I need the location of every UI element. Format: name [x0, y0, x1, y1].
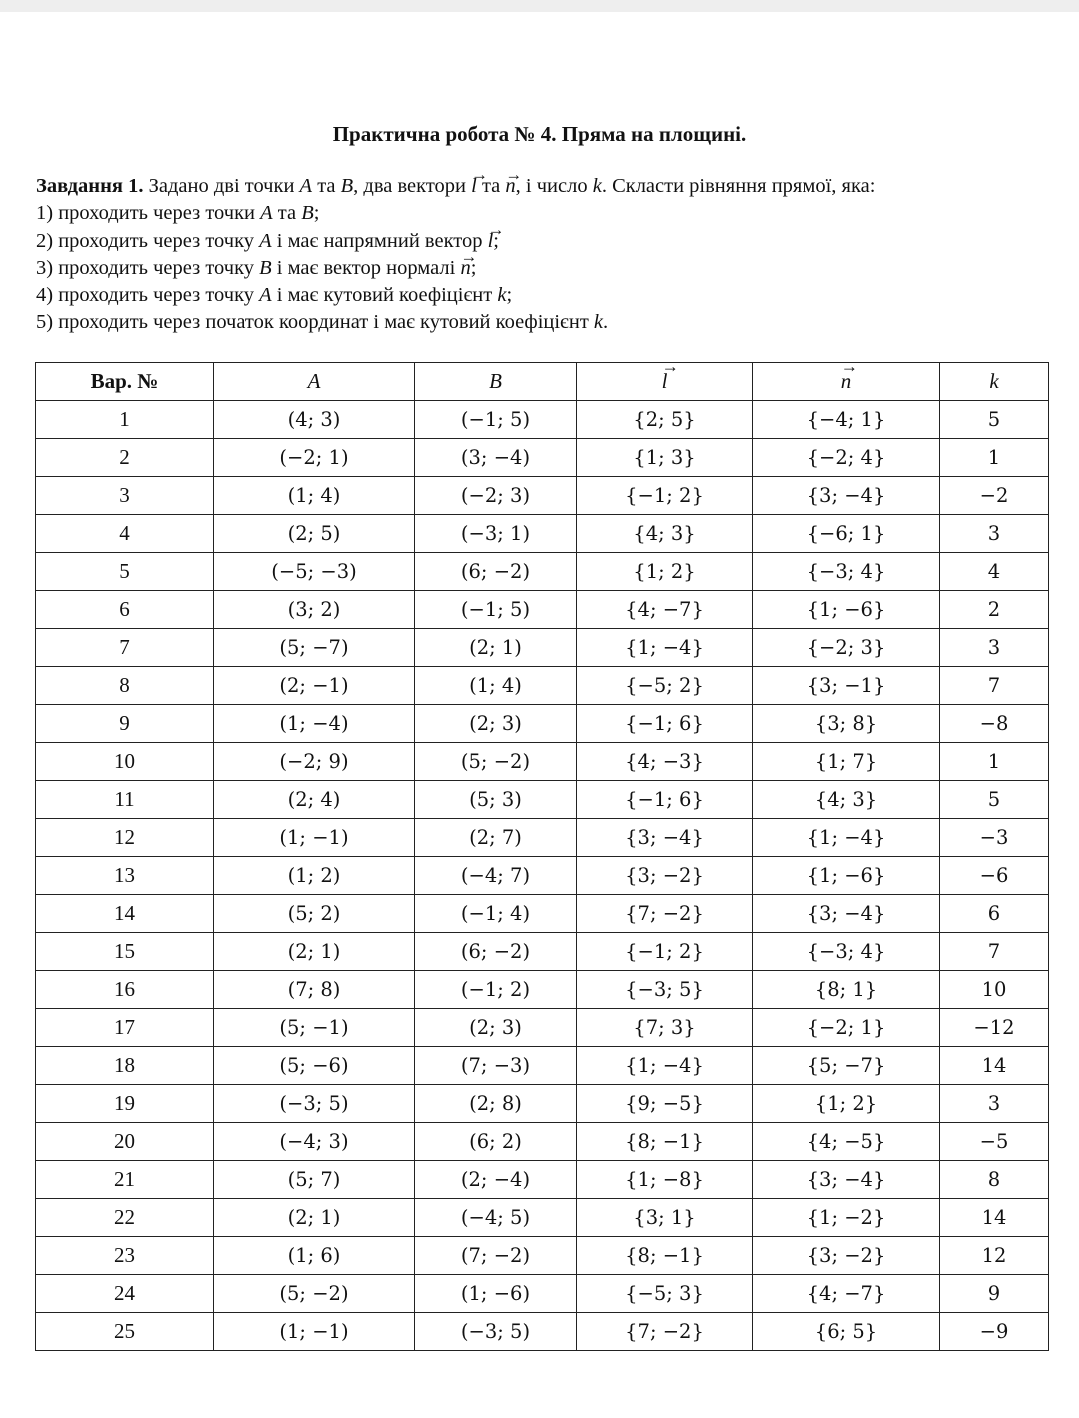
variant-cell: 17	[36, 1009, 214, 1047]
header-point-a: A	[214, 363, 415, 401]
variant-cell: 16	[36, 971, 214, 1009]
table-row	[36, 553, 1049, 591]
variant-cell: 14	[36, 895, 214, 933]
table-row	[36, 857, 1049, 895]
k-cell: 8	[940, 1161, 1049, 1199]
vector-l-cell: {4; −3}	[577, 743, 753, 781]
vector-n-symbol: → n	[505, 173, 515, 200]
vector-n-cell: {4; −5}	[753, 1123, 940, 1161]
vector-n-cell: {−3; 4}	[753, 933, 940, 971]
point-a-cell: (1; 6)	[214, 1237, 415, 1275]
k-cell: −3	[940, 819, 1049, 857]
point-a-symbol: A	[259, 229, 272, 252]
table-row	[36, 1123, 1049, 1161]
vector-l-cell: {7; 3}	[577, 1009, 753, 1047]
vector-n-cell: {3; −4}	[753, 895, 940, 933]
table-row	[36, 1237, 1049, 1275]
vector-n-cell: {6; 5}	[753, 1313, 940, 1351]
point-a-cell: (1; 2)	[214, 857, 415, 895]
top-bar	[0, 0, 1079, 12]
point-b-cell: (−4; 5)	[415, 1199, 577, 1237]
vector-l-cell: {1; 3}	[577, 439, 753, 477]
header-vector-n	[753, 363, 940, 401]
table-row	[36, 667, 1049, 705]
k-cell: 7	[940, 933, 1049, 971]
vector-l-cell: {1; −4}	[577, 629, 753, 667]
point-a-cell: (1; −1)	[214, 1313, 415, 1351]
point-b-cell: (2; −4)	[415, 1161, 577, 1199]
task-intro-mid2: , і число	[515, 175, 588, 197]
variant-cell: 10	[36, 743, 214, 781]
variant-cell: 6	[36, 591, 214, 629]
variant-cell: 25	[36, 1313, 214, 1351]
variant-cell: 12	[36, 819, 214, 857]
vector-l-cell: {−1; 6}	[577, 705, 753, 743]
point-a-cell: (5; −7)	[214, 629, 415, 667]
vector-n-cell: {8; 1}	[753, 971, 940, 1009]
vector-n-cell: {1; −2}	[753, 1199, 940, 1237]
table-row	[36, 781, 1049, 819]
table-row	[36, 1275, 1049, 1313]
table-row	[36, 477, 1049, 515]
point-a-cell: (−3; 5)	[214, 1085, 415, 1123]
table-row	[36, 895, 1049, 933]
k-cell: 5	[940, 781, 1049, 819]
task-item-5	[36, 309, 1046, 336]
vector-l-cell: {1; −4}	[577, 1047, 753, 1085]
k-cell: 10	[940, 971, 1049, 1009]
point-b-cell: (2; 7)	[415, 819, 577, 857]
point-b-cell: (1; 4)	[415, 667, 577, 705]
point-a-cell: (2; −1)	[214, 667, 415, 705]
point-a-cell: (1; −1)	[214, 819, 415, 857]
variant-cell: 22	[36, 1199, 214, 1237]
vector-l-cell: {2; 5}	[577, 401, 753, 439]
point-b-cell: (−4; 7)	[415, 857, 577, 895]
table-row	[36, 515, 1049, 553]
table-row	[36, 1047, 1049, 1085]
header-vector-l	[577, 363, 753, 401]
point-a-cell: (1; −4)	[214, 705, 415, 743]
variant-cell: 13	[36, 857, 214, 895]
point-b-cell: (2; 1)	[415, 629, 577, 667]
table-row	[36, 1161, 1049, 1199]
point-a-cell: (−5; −3)	[214, 553, 415, 591]
variant-cell: 19	[36, 1085, 214, 1123]
vector-l-cell: {−5; 2}	[577, 667, 753, 705]
vector-n-cell: {−2; 4}	[753, 439, 940, 477]
variant-cell: 23	[36, 1237, 214, 1275]
point-b-cell: (6; −2)	[415, 933, 577, 971]
task-intro-end: . Скласти рівняння прямої, яка:	[601, 175, 876, 197]
point-b-cell: (2; 3)	[415, 705, 577, 743]
vector-l-cell: {1; −8}	[577, 1161, 753, 1199]
variant-cell: 11	[36, 781, 214, 819]
vector-n-symbol: → n	[460, 255, 470, 282]
variant-cell: 9	[36, 705, 214, 743]
k-cell: 12	[940, 1237, 1049, 1275]
point-b-cell: (−2; 3)	[415, 477, 577, 515]
variants-table	[35, 362, 1049, 1351]
vector-n-cell: {−3; 4}	[753, 553, 940, 591]
number-k-symbol: k	[593, 311, 604, 334]
k-cell: −2	[940, 477, 1049, 515]
k-cell: −6	[940, 857, 1049, 895]
vector-n-cell: {1; 2}	[753, 1085, 940, 1123]
point-a-cell: (7; 8)	[214, 971, 415, 1009]
vector-l-cell: {−1; 6}	[577, 781, 753, 819]
task-intro-mid: , два вектори	[353, 175, 466, 197]
point-a-cell: (2; 1)	[214, 933, 415, 971]
item-text: і має вектор нормалі	[276, 256, 456, 279]
vector-l-cell: {−5; 3}	[577, 1275, 753, 1313]
vector-l-cell: {4; −7}	[577, 591, 753, 629]
point-b-cell: (7; −3)	[415, 1047, 577, 1085]
table-row	[36, 439, 1049, 477]
item-text: 3) проходить через точку	[36, 256, 254, 279]
k-cell: 14	[940, 1199, 1049, 1237]
k-cell: −5	[940, 1123, 1049, 1161]
conjunction: та	[481, 175, 501, 197]
k-cell: 7	[940, 667, 1049, 705]
vector-l-cell: {7; −2}	[577, 1313, 753, 1351]
variant-cell: 2	[36, 439, 214, 477]
item-punct: .	[603, 311, 609, 334]
vector-l-cell: {−1; 2}	[577, 477, 753, 515]
vector-n-cell: {1; −6}	[753, 591, 940, 629]
vector-n-cell: {3; −1}	[753, 667, 940, 705]
point-a-cell: (1; 4)	[214, 477, 415, 515]
point-a-cell: (−2; 9)	[214, 743, 415, 781]
point-a-cell: (−2; 1)	[214, 439, 415, 477]
point-b-symbol: B	[301, 202, 314, 225]
vector-l-symbol: → l	[662, 369, 668, 394]
vector-l-cell: {3; −2}	[577, 857, 753, 895]
variant-cell: 7	[36, 629, 214, 667]
table-body	[36, 401, 1049, 1351]
k-cell: 3	[940, 515, 1049, 553]
point-a-symbol: A	[260, 202, 273, 225]
vector-n-cell: {−2; 3}	[753, 629, 940, 667]
vector-l-cell: {7; −2}	[577, 895, 753, 933]
k-cell: 9	[940, 1275, 1049, 1313]
variant-cell: 20	[36, 1123, 214, 1161]
item-punct: ;	[470, 256, 477, 279]
vector-l-cell: {4; 3}	[577, 515, 753, 553]
point-a-cell: (5; −6)	[214, 1047, 415, 1085]
table-row	[36, 933, 1049, 971]
variant-cell: 5	[36, 553, 214, 591]
variant-cell: 18	[36, 1047, 214, 1085]
vector-n-cell: {1; 7}	[753, 743, 940, 781]
vector-l-cell: {8; −1}	[577, 1123, 753, 1161]
vector-n-symbol: → n	[841, 369, 852, 394]
vector-n-cell: {−6; 1}	[753, 515, 940, 553]
k-cell: 1	[940, 439, 1049, 477]
vector-n-cell: {3; −4}	[753, 477, 940, 515]
item-punct: ;	[313, 202, 320, 225]
point-b-cell: (1; −6)	[415, 1275, 577, 1313]
point-b-cell: (−1; 5)	[415, 401, 577, 439]
table-row	[36, 705, 1049, 743]
task-statement	[36, 173, 1046, 337]
vector-n-cell: {1; −6}	[753, 857, 940, 895]
point-a-cell: (5; 7)	[214, 1161, 415, 1199]
point-b-cell: (5; −2)	[415, 743, 577, 781]
vector-l-cell: {8; −1}	[577, 1237, 753, 1275]
task-intro	[36, 173, 1046, 200]
item-text: 2) проходить через точку	[36, 229, 254, 252]
point-b-cell: (2; 8)	[415, 1085, 577, 1123]
item-text: і має кутовий коефіцієнт	[276, 284, 493, 307]
vector-n-cell: {3; 8}	[753, 705, 940, 743]
point-b-cell: (7; −2)	[415, 1237, 577, 1275]
point-a-cell: (5; 2)	[214, 895, 415, 933]
k-cell: −9	[940, 1313, 1049, 1351]
point-b-cell: (3; −4)	[415, 439, 577, 477]
k-cell: 14	[940, 1047, 1049, 1085]
point-a-cell: (5; −2)	[214, 1275, 415, 1313]
task-item-3	[36, 255, 1046, 282]
header-variant-number: Вар. №	[36, 363, 214, 401]
variant-cell: 8	[36, 667, 214, 705]
task-item-2	[36, 228, 1046, 255]
point-b-cell: (−1; 2)	[415, 971, 577, 1009]
table-row	[36, 743, 1049, 781]
point-a-cell: (−4; 3)	[214, 1123, 415, 1161]
variant-cell: 21	[36, 1161, 214, 1199]
point-b-cell: (−3; 5)	[415, 1313, 577, 1351]
header-point-b: B	[415, 363, 577, 401]
task-item-4	[36, 282, 1046, 309]
k-cell: 2	[940, 591, 1049, 629]
vector-l-cell: {9; −5}	[577, 1085, 753, 1123]
number-k-symbol: k	[592, 175, 602, 197]
point-a-cell: (2; 1)	[214, 1199, 415, 1237]
table-row	[36, 1199, 1049, 1237]
variant-cell: 1	[36, 401, 214, 439]
item-punct: ;	[506, 284, 513, 307]
point-b-cell: (−1; 4)	[415, 895, 577, 933]
number-k-symbol: k	[497, 284, 507, 307]
k-cell: 3	[940, 629, 1049, 667]
vector-l-cell: {−1; 2}	[577, 933, 753, 971]
table-row	[36, 591, 1049, 629]
table-row	[36, 401, 1049, 439]
variant-cell: 15	[36, 933, 214, 971]
table-row	[36, 1313, 1049, 1351]
point-a-cell: (4; 3)	[214, 401, 415, 439]
vector-n-cell: {5; −7}	[753, 1047, 940, 1085]
point-a-symbol: A	[259, 284, 272, 307]
table-header-row	[36, 363, 1049, 401]
k-cell: 5	[940, 401, 1049, 439]
k-cell: −8	[940, 705, 1049, 743]
vector-l-cell: {3; −4}	[577, 819, 753, 857]
variant-cell: 24	[36, 1275, 214, 1313]
variant-cell: 3	[36, 477, 214, 515]
point-a-symbol: A	[299, 175, 313, 197]
point-b-cell: (6; −2)	[415, 553, 577, 591]
point-a-cell: (2; 4)	[214, 781, 415, 819]
point-b-cell: (6; 2)	[415, 1123, 577, 1161]
point-b-cell: (2; 3)	[415, 1009, 577, 1047]
item-text: та	[277, 202, 297, 225]
vector-l-symbol: → l	[471, 173, 477, 200]
k-cell: −12	[940, 1009, 1049, 1047]
point-b-symbol: B	[340, 175, 354, 197]
point-a-cell: (3; 2)	[214, 591, 415, 629]
task-item-1	[36, 200, 1046, 227]
point-a-cell: (5; −1)	[214, 1009, 415, 1047]
vector-l-symbol: → l	[488, 228, 494, 255]
vector-l-cell: {−3; 5}	[577, 971, 753, 1009]
table-row	[36, 1085, 1049, 1123]
item-text: 5) проходить через початок координат і має кутовий коефіцієнт	[36, 311, 589, 334]
vector-n-cell: {3; −2}	[753, 1237, 940, 1275]
item-text: і має напрямний вектор	[276, 229, 483, 252]
vector-n-cell: {1; −4}	[753, 819, 940, 857]
vector-n-cell: {−2; 1}	[753, 1009, 940, 1047]
vector-n-cell: {4; −7}	[753, 1275, 940, 1313]
task-intro-text: Задано дві точки	[148, 175, 295, 197]
vector-n-cell: {−4; 1}	[753, 401, 940, 439]
point-b-cell: (−3; 1)	[415, 515, 577, 553]
k-cell: 4	[940, 553, 1049, 591]
point-a-cell: (2; 5)	[214, 515, 415, 553]
point-b-symbol: B	[259, 256, 272, 279]
conjunction: та	[317, 175, 336, 197]
table-row	[36, 971, 1049, 1009]
k-cell: 6	[940, 895, 1049, 933]
header-k: k	[940, 363, 1049, 401]
table-row	[36, 819, 1049, 857]
point-b-cell: (5; 3)	[415, 781, 577, 819]
item-punct: ;	[493, 229, 499, 252]
k-cell: 3	[940, 1085, 1049, 1123]
task-label: Завдання 1.	[36, 175, 144, 197]
vector-n-cell: {3; −4}	[753, 1161, 940, 1199]
item-text: 1) проходить через точки	[36, 202, 256, 225]
vector-l-cell: {3; 1}	[577, 1199, 753, 1237]
item-text: 4) проходить через точку	[36, 284, 254, 307]
point-b-cell: (−1; 5)	[415, 591, 577, 629]
variant-cell: 4	[36, 515, 214, 553]
page-title: Практична робота № 4. Пряма на площині.	[332, 122, 747, 146]
table-row	[36, 629, 1049, 667]
table-row	[36, 1009, 1049, 1047]
vector-n-cell: {4; 3}	[753, 781, 940, 819]
vector-l-cell: {1; 2}	[577, 553, 753, 591]
k-cell: 1	[940, 743, 1049, 781]
